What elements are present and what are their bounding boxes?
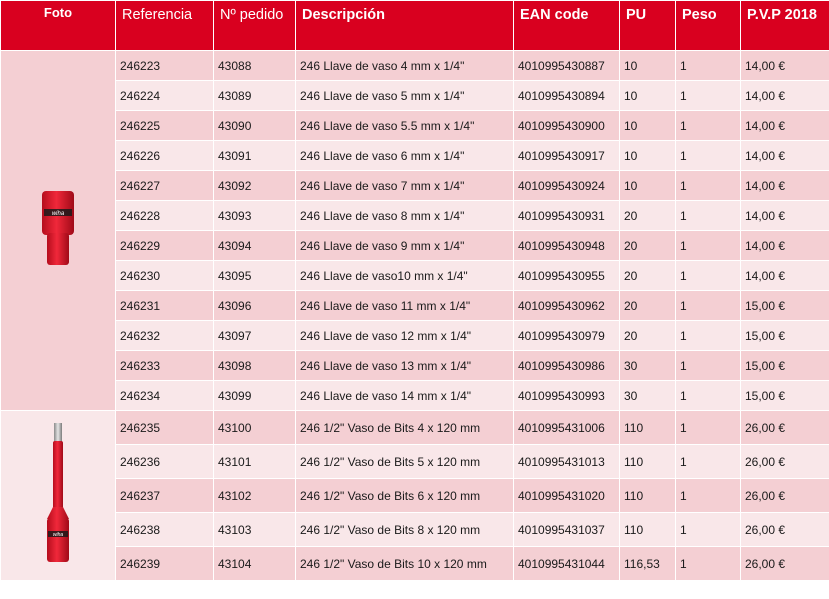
- cell-peso: 1: [676, 321, 741, 351]
- table-row: [1, 547, 829, 581]
- table-row: [1, 479, 829, 513]
- cell-ean: 4010995430894: [514, 81, 620, 111]
- cell-ean: 4010995430955: [514, 261, 620, 291]
- cell-ref: 246232: [116, 321, 214, 351]
- table-row: [1, 171, 829, 201]
- cell-pedido: 43103: [214, 513, 296, 547]
- cell-desc: 246 1/2" Vaso de Bits 4 x 120 mm: [296, 411, 514, 445]
- cell-pedido: 43095: [214, 261, 296, 291]
- cell-desc: 246 Llave de vaso 7 mm x 1/4": [296, 171, 514, 201]
- cell-pu: 10: [620, 51, 676, 81]
- cell-ean: 4010995431037: [514, 513, 620, 547]
- cell-pu: 20: [620, 201, 676, 231]
- header-row: [1, 1, 829, 51]
- cell-pvp: 26,00 €: [741, 479, 829, 513]
- cell-pedido: 43102: [214, 479, 296, 513]
- cell-pu: 110: [620, 479, 676, 513]
- table-row: [1, 291, 829, 321]
- table-row: [1, 445, 829, 479]
- cell-ean: 4010995430917: [514, 141, 620, 171]
- svg-text:wiha: wiha: [51, 211, 65, 217]
- cell-desc: 246 1/2" Vaso de Bits 6 x 120 mm: [296, 479, 514, 513]
- cell-ean: 4010995430986: [514, 351, 620, 381]
- cell-ref: 246223: [116, 51, 214, 81]
- table-row: [1, 51, 829, 81]
- header-referencia: Referencia: [116, 1, 214, 51]
- cell-pedido: 43096: [214, 291, 296, 321]
- socket-wrench-icon: [38, 189, 78, 269]
- cell-ean: 4010995431013: [514, 445, 620, 479]
- cell-peso: 1: [676, 261, 741, 291]
- cell-ref: 246225: [116, 111, 214, 141]
- cell-ref: 246227: [116, 171, 214, 201]
- product-photo-socket: [1, 51, 116, 411]
- cell-pu: 20: [620, 321, 676, 351]
- cell-ref: 246236: [116, 445, 214, 479]
- cell-ref: 246234: [116, 381, 214, 411]
- cell-pedido: 43099: [214, 381, 296, 411]
- cell-peso: 1: [676, 351, 741, 381]
- cell-pu: 110: [620, 445, 676, 479]
- cell-desc: 246 Llave de vaso 12 mm x 1/4": [296, 321, 514, 351]
- cell-pu: 110: [620, 513, 676, 547]
- cell-peso: 1: [676, 479, 741, 513]
- cell-ref: 246230: [116, 261, 214, 291]
- cell-pedido: 43089: [214, 81, 296, 111]
- cell-pedido: 43100: [214, 411, 296, 445]
- cell-peso: 1: [676, 547, 741, 581]
- cell-pvp: 14,00 €: [741, 171, 829, 201]
- cell-peso: 1: [676, 171, 741, 201]
- header-ean: EAN code: [514, 1, 620, 51]
- cell-pedido: 43091: [214, 141, 296, 171]
- cell-peso: 1: [676, 513, 741, 547]
- table-row: [1, 321, 829, 351]
- cell-ean: 4010995430924: [514, 171, 620, 201]
- cell-pedido: 43098: [214, 351, 296, 381]
- cell-ref: 246229: [116, 231, 214, 261]
- cell-pvp: 15,00 €: [741, 351, 829, 381]
- cell-pvp: 26,00 €: [741, 547, 829, 581]
- header-peso: Peso: [676, 1, 741, 51]
- header-pedido: Nº pedido: [214, 1, 296, 51]
- cell-pu: 10: [620, 81, 676, 111]
- cell-pvp: 15,00 €: [741, 291, 829, 321]
- cell-pu: 20: [620, 291, 676, 321]
- cell-ref: 246235: [116, 411, 214, 445]
- cell-pu: 10: [620, 141, 676, 171]
- cell-pvp: 14,00 €: [741, 231, 829, 261]
- cell-peso: 1: [676, 381, 741, 411]
- cell-ref: 246239: [116, 547, 214, 581]
- table-row: [1, 411, 829, 445]
- cell-pedido: 43092: [214, 171, 296, 201]
- cell-peso: 1: [676, 81, 741, 111]
- cell-pvp: 14,00 €: [741, 141, 829, 171]
- cell-pu: 10: [620, 111, 676, 141]
- cell-pvp: 14,00 €: [741, 201, 829, 231]
- cell-pvp: 14,00 €: [741, 51, 829, 81]
- cell-pedido: 43088: [214, 51, 296, 81]
- cell-pedido: 43094: [214, 231, 296, 261]
- table-row: [1, 81, 829, 111]
- product-photo-bit-socket: [1, 411, 116, 581]
- cell-peso: 1: [676, 291, 741, 321]
- cell-pu: 20: [620, 231, 676, 261]
- table-row: [1, 111, 829, 141]
- cell-pedido: 43093: [214, 201, 296, 231]
- cell-ean: 4010995430979: [514, 321, 620, 351]
- cell-desc: 246 Llave de vaso 5.5 mm x 1/4": [296, 111, 514, 141]
- cell-pvp: 14,00 €: [741, 261, 829, 291]
- cell-pvp: 26,00 €: [741, 411, 829, 445]
- cell-ean: 4010995430900: [514, 111, 620, 141]
- cell-desc: 246 Llave de vaso 4 mm x 1/4": [296, 51, 514, 81]
- cell-desc: 246 Llave de vaso10 mm x 1/4": [296, 261, 514, 291]
- cell-pu: 10: [620, 171, 676, 201]
- cell-ean: 4010995430948: [514, 231, 620, 261]
- table-row: [1, 513, 829, 547]
- cell-desc: 246 1/2" Vaso de Bits 5 x 120 mm: [296, 445, 514, 479]
- cell-pu: 30: [620, 381, 676, 411]
- cell-peso: 1: [676, 201, 741, 231]
- cell-ref: 246237: [116, 479, 214, 513]
- cell-ean: 4010995431020: [514, 479, 620, 513]
- header-descripcion: Descripción: [296, 1, 514, 51]
- cell-pedido: 43101: [214, 445, 296, 479]
- cell-pvp: 15,00 €: [741, 381, 829, 411]
- cell-pu: 30: [620, 351, 676, 381]
- cell-ref: 246228: [116, 201, 214, 231]
- cell-desc: 246 Llave de vaso 8 mm x 1/4": [296, 201, 514, 231]
- table-row: [1, 231, 829, 261]
- cell-ean: 4010995431006: [514, 411, 620, 445]
- cell-pvp: 14,00 €: [741, 111, 829, 141]
- table-row: [1, 201, 829, 231]
- cell-peso: 1: [676, 51, 741, 81]
- cell-peso: 1: [676, 141, 741, 171]
- cell-pedido: 43090: [214, 111, 296, 141]
- cell-ref: 246238: [116, 513, 214, 547]
- cell-pvp: 26,00 €: [741, 513, 829, 547]
- cell-peso: 1: [676, 231, 741, 261]
- cell-ean: 4010995430931: [514, 201, 620, 231]
- cell-ref: 246226: [116, 141, 214, 171]
- cell-pedido: 43104: [214, 547, 296, 581]
- cell-ean: 4010995430962: [514, 291, 620, 321]
- cell-pu: 110: [620, 411, 676, 445]
- cell-pvp: 26,00 €: [741, 445, 829, 479]
- cell-pu: 20: [620, 261, 676, 291]
- cell-desc: 246 Llave de vaso 5 mm x 1/4": [296, 81, 514, 111]
- cell-peso: 1: [676, 111, 741, 141]
- bit-socket-icon: [43, 419, 73, 569]
- cell-pu: 116,53: [620, 547, 676, 581]
- cell-pedido: 43097: [214, 321, 296, 351]
- cell-desc: 246 Llave de vaso 11 mm x 1/4": [296, 291, 514, 321]
- cell-desc: 246 Llave de vaso 13 mm x 1/4": [296, 351, 514, 381]
- table-row: [1, 351, 829, 381]
- cell-desc: 246 Llave de vaso 6 mm x 1/4": [296, 141, 514, 171]
- header-foto: Foto: [1, 1, 116, 51]
- header-pvp: P.V.P 2018: [741, 1, 829, 51]
- cell-pvp: 15,00 €: [741, 321, 829, 351]
- cell-desc: 246 Llave de vaso 9 mm x 1/4": [296, 231, 514, 261]
- cell-ean: 4010995431044: [514, 547, 620, 581]
- svg-text:wiha: wiha: [52, 532, 64, 538]
- cell-peso: 1: [676, 445, 741, 479]
- table-row: [1, 141, 829, 171]
- table-row: [1, 381, 829, 411]
- cell-ref: 246231: [116, 291, 214, 321]
- cell-desc: 246 1/2" Vaso de Bits 10 x 120 mm: [296, 547, 514, 581]
- cell-pvp: 14,00 €: [741, 81, 829, 111]
- cell-ean: 4010995430993: [514, 381, 620, 411]
- cell-desc: 246 1/2" Vaso de Bits 8 x 120 mm: [296, 513, 514, 547]
- cell-ref: 246224: [116, 81, 214, 111]
- table-row: [1, 261, 829, 291]
- cell-ref: 246233: [116, 351, 214, 381]
- header-pu: PU: [620, 1, 676, 51]
- cell-peso: 1: [676, 411, 741, 445]
- cell-desc: 246 Llave de vaso 14 mm x 1/4": [296, 381, 514, 411]
- cell-ean: 4010995430887: [514, 51, 620, 81]
